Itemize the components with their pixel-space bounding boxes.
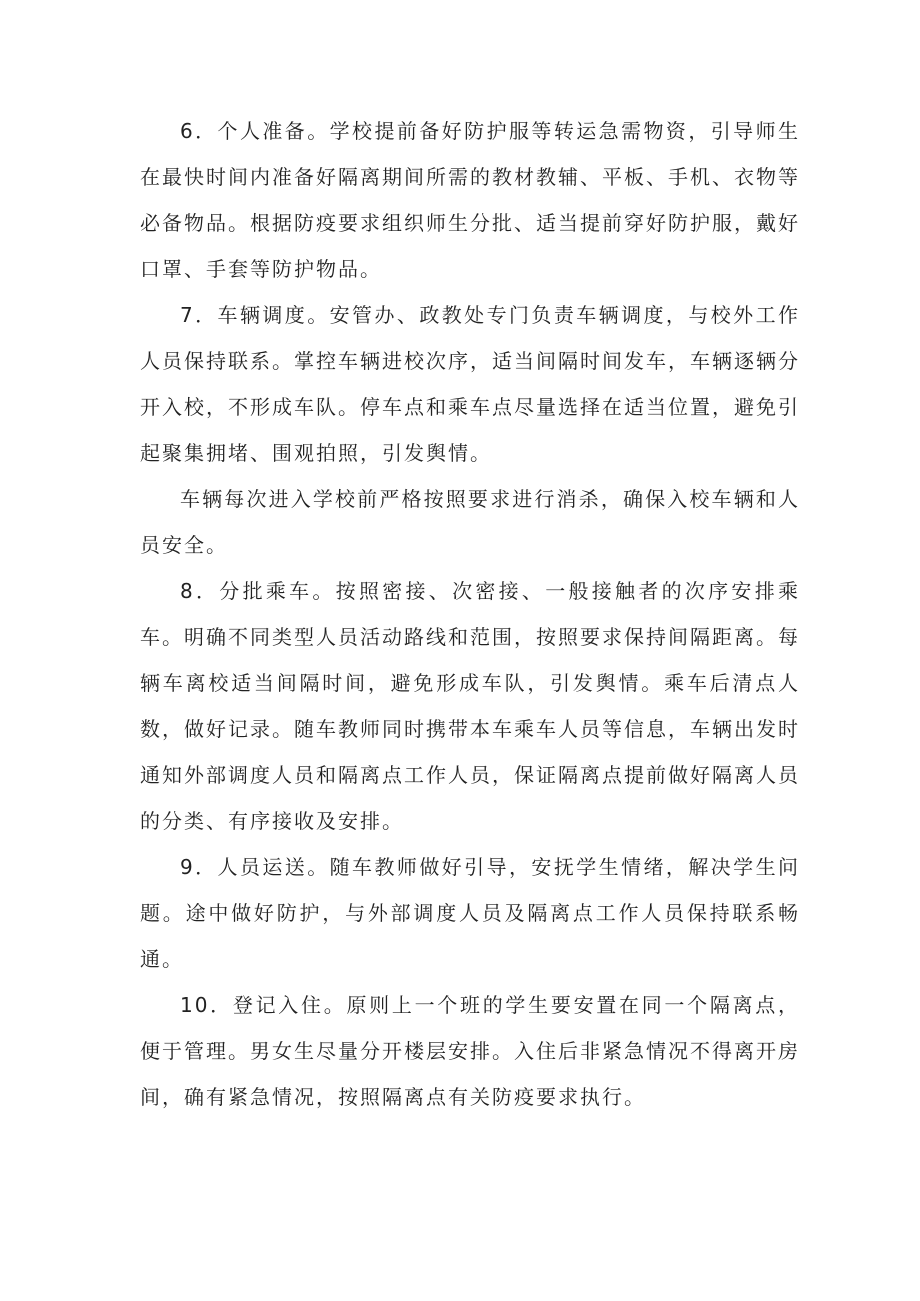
paragraph-8-batch-boarding: 8．分批乘车。按照密接、次密接、一般接触者的次序安排乘车。明确不同类型人员活动路线和范围，按照要求保持间隔距离。每辆车离校适当间隔时间，避免形成车队，引发舆情。乘车后清点人数，做好记录。随车教师同时携带本车乘车人员等信息，车辆出发时通知外部调度人员和隔离点工作人员，保证隔离点提前做好隔离人员的分类、有序接收及安排。 (140, 579, 800, 833)
paragraph-10-check-in: 10．登记入住。原则上一个班的学生要安置在同一个隔离点，便于管理。男女生尽量分开楼层安排。入住后非紧急情况不得离开房间，确有紧急情况，按照隔离点有关防疫要求执行。 (140, 993, 800, 1109)
paragraph-vehicle-disinfection: 车辆每次进入学校前严格按照要求进行消杀，确保入校车辆和人员安全。 (140, 487, 800, 557)
paragraph-7-vehicle-dispatch: 7．车辆调度。安管办、政教处专门负责车辆调度，与校外工作人员保持联系。掌控车辆进校次序，适当间隔时间发车，车辆逐辆分开入校，不形成车队。停车点和乘车点尽量选择在适当位置，避免引起聚集拥堵、围观拍照，引发舆情。 (140, 303, 800, 465)
paragraph-9-transport: 9．人员运送。随车教师做好引导，安抚学生情绪，解决学生问题。途中做好防护，与外部调度人员及隔离点工作人员保持联系畅通。 (140, 855, 800, 971)
paragraph-6-personal-preparation: 6．个人准备。学校提前备好防护服等转运急需物资，引导师生在最快时间内准备好隔离期间所需的教材教辅、平板、手机、衣物等必备物品。根据防疫要求组织师生分批、适当提前穿好防护服，戴好口罩、手套等防护物品。 (140, 119, 800, 281)
document-body (140, 108, 800, 1120)
